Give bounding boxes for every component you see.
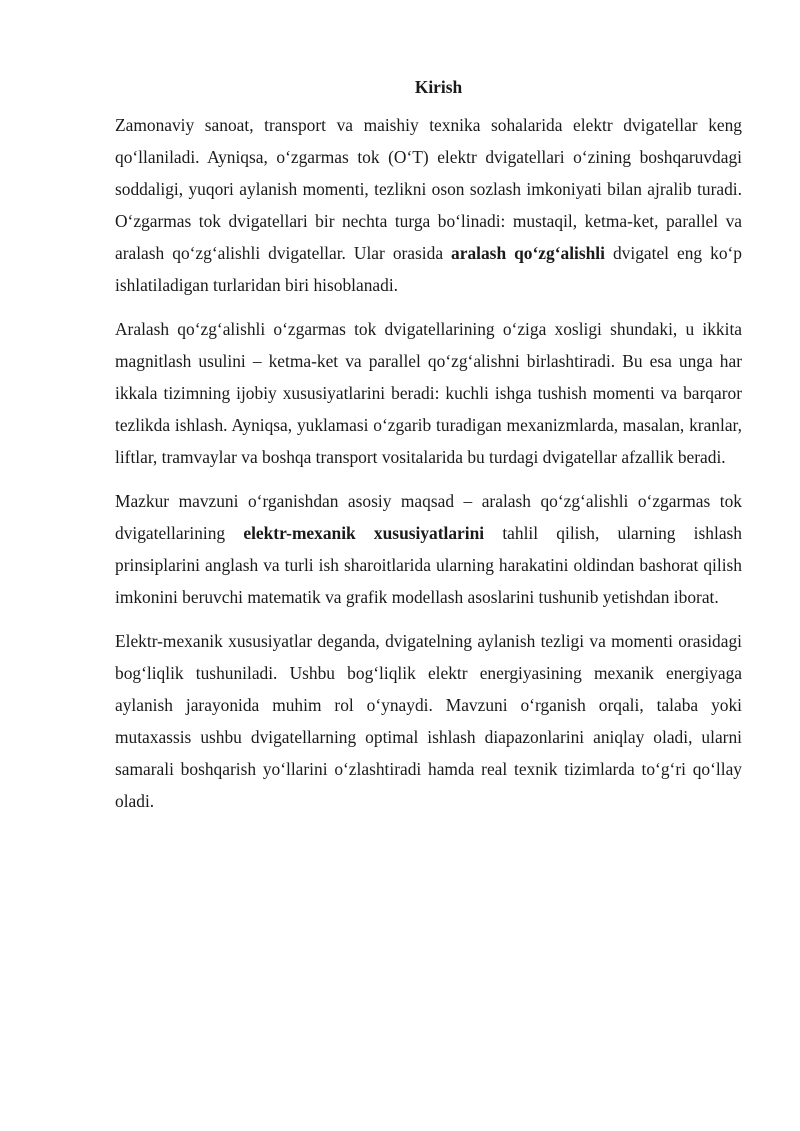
paragraph-3-text-a: Mazkur mavzuni o‘rganishdan asosiy maqsad – aralash qo‘zg‘alishli o‘zgarmas tok dvigatellarining [115,491,742,543]
paragraph-1-text-a: Zamonaviy sanoat, transport va maishiy texnika sohalarida elektr dvigatellar keng qo‘llaniladi. Ayniqsa, o‘zgarmas tok (O‘T) elektr dvigatellari o‘zining boshqaruvdagi soddaligi, yuqori aylanish momenti, tezlikni oson sozlash imkoniyati bilan ajralib turadi. O‘zgarmas tok dvigatellari bir nechta turga bo‘linadi: mustaqil, ketma-ket, parallel va aralash qo‘zg‘alishli dvigatellar. Ular orasida [115,115,742,263]
paragraph-1-text-b: dvigatel eng ko‘p ishlatiladigan turlaridan biri hisoblanadi. [115,243,742,295]
paragraph-4: Elektr-mexanik xususiyatlar deganda, dvigatelning aylanish tezligi va momenti orasidagi bog‘liqlik tushuniladi. Ushbu bog‘liqlik elektr energiyasining mexanik energiyaga aylanish jarayonida muhim rol o‘ynaydi. Mavzuni o‘rganish orqali, talaba yoki mutaxassis ushbu dvigatellarning optimal ishlash diapazonlarini aniqlay oladi, ularni samarali boshqarish yo‘llarini o‘zlashtiradi hamda real texnik tizimlarda to‘g‘ri qo‘llay oladi. [115,631,742,811]
paragraph-3-bold-term: elektr-mexanik xususiyatlarini [243,523,485,543]
section-title: Kirish [414,77,463,97]
paragraph-1-bold-term: aralash qo‘zg‘alishli [451,243,605,263]
paragraph-2: Aralash qo‘zg‘alishli o‘zgarmas tok dvigatellarining o‘ziga xosligi shundaki, u ikkita magnitlash usulini – ketma-ket va parallel qo‘zg‘alishni birlashtiradi. Bu esa unga har ikkala tizimning ijobiy xususiyatlarini beradi: kuchli ishga tushish momenti va barqaror tezlikda ishlash. Ayniqsa, yuklamasi o‘zgarib turadigan mexanizmlarda, masalan, kranlar, liftlar, tramvaylar va boshqa transport vositalarida bu turdagi dvigatellar afzallik beradi. [115,319,742,467]
document-body [115,76,742,829]
paragraph-3 [115,485,742,613]
paragraph-3-text-b: tahlil qilish, ularning ishlash prinsiplarini anglash va turli ish sharoitlarida ularning harakatini oldindan bashorat qilish imkonini beruvchi matematik va grafik modellash asoslarini tushunib yetishdan iborat. [115,523,742,607]
paragraph-1 [115,109,742,301]
